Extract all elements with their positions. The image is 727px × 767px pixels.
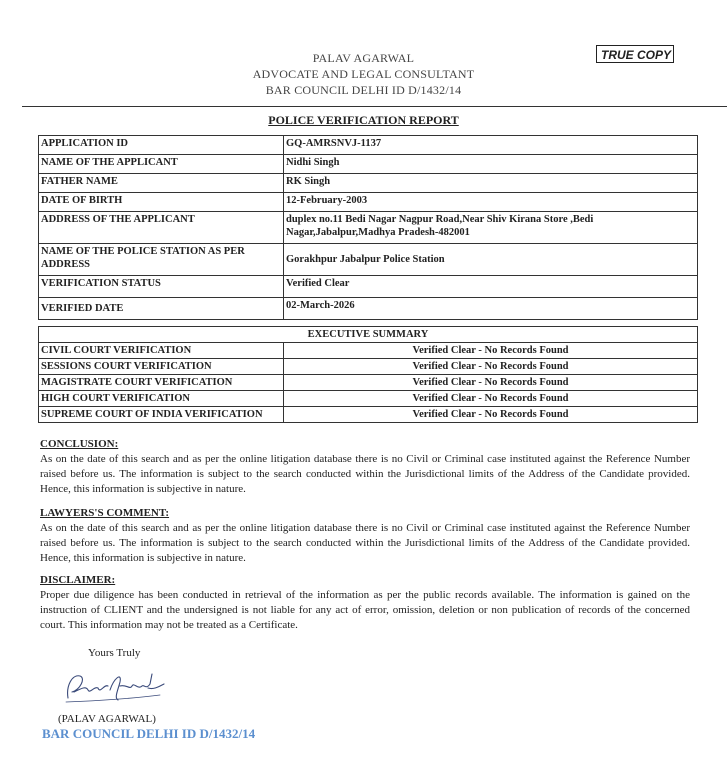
- court-label: CIVIL COURT VERIFICATION: [39, 343, 284, 359]
- conclusion-heading: CONCLUSION:: [40, 438, 119, 450]
- court-status: Verified Clear - No Records Found: [284, 359, 698, 375]
- disclaimer-section: [40, 573, 690, 633]
- court-status: Verified Clear - No Records Found: [284, 343, 698, 359]
- advocate-role: ADVOCATE AND LEGAL CONSULTANT: [252, 67, 475, 81]
- summary-title: EXECUTIVE SUMMARY: [39, 327, 698, 343]
- court-status: Verified Clear - No Records Found: [284, 375, 698, 391]
- advocate-bar-id: BAR COUNCIL DELHI ID D/1432/14: [265, 83, 462, 97]
- field-value: GQ-AMRSNVJ-1137: [284, 136, 698, 155]
- court-status: Verified Clear - No Records Found: [284, 391, 698, 407]
- field-label: ADDRESS OF THE APPLICANT: [39, 212, 284, 244]
- executive-summary-table: [38, 326, 698, 423]
- true-copy-stamp: TRUE COPY: [596, 45, 674, 63]
- disclaimer-text: Proper due diligence has been conducted in retrieval of the information as per the public records available. The information is gained on the instruction of CLIENT and the undersigned is not liable for any act of error, omission, deletion or non publication of records of the concerned court. This information may not be treated as a Certificate.: [40, 589, 690, 631]
- closing-salutation: Yours Truly: [88, 647, 141, 659]
- court-label: MAGISTRATE COURT VERIFICATION: [39, 375, 284, 391]
- table-header-row: [39, 327, 698, 343]
- field-value: Nidhi Singh: [284, 155, 698, 174]
- field-value: Gorakhpur Jabalpur Police Station: [284, 244, 698, 276]
- header-divider: [22, 106, 727, 107]
- applicant-details-table: [38, 135, 698, 320]
- report-title: POLICE VERIFICATION REPORT: [268, 113, 459, 127]
- field-value: 12-February-2003: [284, 193, 698, 212]
- lawyers-comment-heading: LAWYERS'S COMMENT:: [40, 507, 170, 519]
- table-row: [39, 391, 698, 407]
- table-row: [39, 375, 698, 391]
- conclusion-section: [40, 437, 690, 497]
- signatory-name: (PALAV AGARWAL): [58, 713, 156, 725]
- lawyers-comment-section: [40, 506, 690, 566]
- court-label: SESSIONS COURT VERIFICATION: [39, 359, 284, 375]
- field-label: NAME OF THE POLICE STATION AS PER ADDRESS: [39, 244, 284, 276]
- field-label: VERIFICATION STATUS: [39, 276, 284, 298]
- field-label: NAME OF THE APPLICANT: [39, 155, 284, 174]
- field-value: RK Singh: [284, 174, 698, 193]
- lawyers-comment-text: As on the date of this search and as per the online litigation database there is no Civil or Criminal case instituted against the Reference Number raised before us. The information is subject to the search conducted within the Jurisdictional limits of the Address of the Candidate provided. Hence, this information is subjective in nature.: [40, 522, 690, 564]
- table-row: [39, 136, 698, 155]
- signatory-bar-id: BAR COUNCIL DELHI ID D/1432/14: [42, 726, 256, 741]
- handwritten-signature: [60, 668, 170, 708]
- table-row: [39, 359, 698, 375]
- table-row: [39, 212, 698, 244]
- table-row: [39, 407, 698, 423]
- conclusion-text: As on the date of this search and as per the online litigation database there is no Civil or Criminal case instituted against the Reference Number raised before us. The information is subject to the search conducted within the Jurisdictional limits of the Address of the Candidate provided. Hence, this information is subjective in nature.: [40, 453, 690, 495]
- court-label: HIGH COURT VERIFICATION: [39, 391, 284, 407]
- field-value: 02-March-2026: [284, 298, 698, 320]
- table-row: [39, 193, 698, 212]
- field-label: VERIFIED DATE: [39, 298, 284, 320]
- table-row: [39, 155, 698, 174]
- field-value: Verified Clear: [284, 276, 698, 298]
- table-row: [39, 174, 698, 193]
- table-row: [39, 343, 698, 359]
- table-row: [39, 244, 698, 276]
- advocate-name: PALAV AGARWAL: [312, 51, 415, 65]
- field-label: APPLICATION ID: [39, 136, 284, 155]
- field-value: duplex no.11 Bedi Nagar Nagpur Road,Near Shiv Kirana Store ,Bedi Nagar,Jabalpur,Madhya Pradesh-482001: [284, 212, 698, 244]
- field-label: FATHER NAME: [39, 174, 284, 193]
- disclaimer-heading: DISCLAIMER:: [40, 574, 116, 586]
- table-row: [39, 298, 698, 320]
- court-label: SUPREME COURT OF INDIA VERIFICATION: [39, 407, 284, 423]
- table-row: [39, 276, 698, 298]
- field-label: DATE OF BIRTH: [39, 193, 284, 212]
- court-status: Verified Clear - No Records Found: [284, 407, 698, 423]
